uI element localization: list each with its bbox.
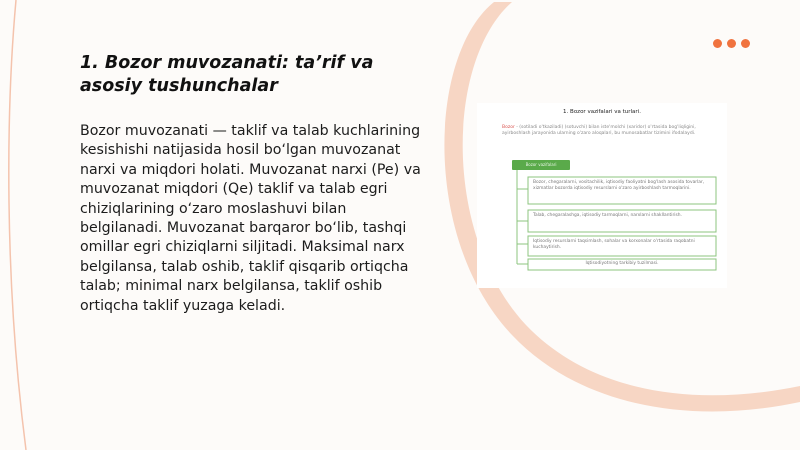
diagram-thumbnail-image <box>477 103 727 288</box>
diagram-header-label: Bozor vazifalari <box>525 162 557 167</box>
decorative-left-line <box>9 0 26 450</box>
accent-dot <box>741 39 750 48</box>
thumbnail-intro-text: - (sotiladi o'tkaziladi) (sotuvchi) bilan iste'molchi (xaridor) o'rtasida bog'liqligini, ayirboshlash jarayonida ularning o'zaro aloqalari, bu munosabatlar tizimini ifodalaydi. <box>502 125 696 136</box>
slide-title: 1. Bozor muvozanati: ta’rif va asosiy tushunchalar <box>80 53 374 96</box>
diagram-step-text: Bozor, chegaralarni, vositachilik, iqtisodiy faoliyatni bog'lash asosida tovarlar, xizmatlar bozorda iqtisodiy resurslarni o'zaro ayirboshlash tarmoqlarini. <box>533 180 705 191</box>
diagram-step-text: Iqtisodiyotning tarkibiy tuzilmasi. <box>585 261 659 266</box>
thumbnail-intro-keyword: Bozor <box>502 125 515 130</box>
slide-body-text: Bozor muvozanati — taklif va talab kuchlarining kesishishi natijasida hosil bo‘lgan muvozanat narxi va miqdori holati. Muvozanat narxi (Pe) va muvozanat miqdori (Qe) taklif va talab egri chiziqlarining o‘zaro moslashuvi bilan belgilanadi. Muvozanat barqaror bo‘lib, tashqi omillar egri chiziqlarni siljitadi. Maksimal narx belgilansa, talab oshib, taklif qisqarib ortiqcha talab; minimal narx belgilansa, taklif oshib ortiqcha taklif yuzaga keladi. <box>80 123 421 314</box>
accent-dots <box>713 39 750 48</box>
accent-dot <box>713 39 722 48</box>
diagram-step-text: Iqtisodiy resurslarni taqsimlash, sohalar va korxonalar o'rtasida raqobatni kuchaytirish. <box>533 239 695 250</box>
thumbnail-title: 1. Bozor vazifalari va turlari. <box>563 109 641 115</box>
diagram-step-text: Talab, chegaralashga, iqtisodiy tarmoqlarni, narxlarni shakllantirish. <box>533 213 682 218</box>
thumbnail-intro <box>502 125 702 137</box>
accent-dot <box>727 39 736 48</box>
